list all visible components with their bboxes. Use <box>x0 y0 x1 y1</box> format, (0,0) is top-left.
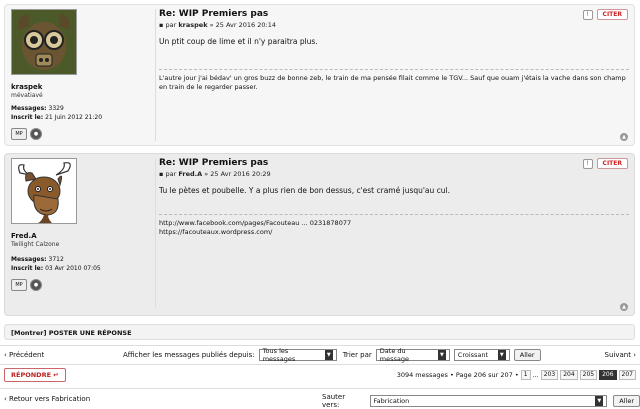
messages-label: Messages: <box>11 256 47 263</box>
post <box>4 4 635 146</box>
website-icon[interactable]: ● <box>30 128 42 140</box>
avatar[interactable] <box>11 9 77 75</box>
previous-topic-link[interactable]: ‹ Précédent <box>4 351 45 359</box>
messages-count[interactable]: 3712 <box>48 256 64 263</box>
user-joined <box>11 114 146 122</box>
joined-label: Inscrit le: <box>11 265 44 272</box>
user-rank: mévatiavé <box>11 92 43 99</box>
topic-filter-bar <box>0 345 640 365</box>
sort-controls <box>123 349 541 361</box>
chevron-down-icon: ▼ <box>326 352 331 358</box>
post-title[interactable]: Re: WIP Premiers pas <box>159 158 269 168</box>
signature-divider <box>159 69 629 70</box>
signature-link-facebook[interactable]: http://www.facebook.com/pages/Facouteau ... 0231878077 <box>159 219 352 227</box>
current-page: 206 <box>599 370 616 380</box>
back-to-forum-link[interactable]: ‹ Retour vers Fabrication <box>4 395 91 403</box>
user-contact-icons <box>11 128 146 140</box>
post-author-panel <box>11 158 146 291</box>
meta-prefix: par <box>165 21 177 29</box>
user-contact-icons <box>11 279 146 291</box>
post-author-panel <box>11 9 146 140</box>
meta-prefix: par <box>165 170 177 178</box>
post-author-link[interactable]: Fred.A <box>178 170 203 178</box>
post-date: » 25 Avr 2016 20:14 <box>209 21 276 29</box>
jump-go-button[interactable]: Aller <box>613 395 640 407</box>
next-topic-link[interactable]: Suivant › <box>604 351 636 359</box>
post-meta <box>159 21 629 29</box>
user-joined <box>11 265 146 273</box>
bottom-navigation <box>0 388 640 409</box>
page-link[interactable]: 207 <box>619 370 636 380</box>
reply-pagination-row <box>0 366 640 384</box>
avatar[interactable] <box>11 158 77 224</box>
signature-link-wordpress[interactable]: https://facouteaux.wordpress.com/ <box>159 228 273 236</box>
jump-to-forum <box>322 393 640 409</box>
page-ellipsis: ... <box>532 371 539 379</box>
post-icon: ▪ <box>159 21 164 29</box>
warning-icon[interactable]: ! <box>583 10 593 20</box>
sort-label: Trier par <box>342 351 372 359</box>
signature-divider <box>159 214 629 215</box>
page-link[interactable]: 1 <box>521 370 531 380</box>
quote-button[interactable]: CITER <box>597 9 628 20</box>
page-link[interactable]: 203 <box>541 370 558 380</box>
sort-select[interactable]: Date du message ▼ <box>376 349 450 361</box>
display-select[interactable]: Tous les messages ▼ <box>259 349 337 361</box>
post-meta <box>159 170 629 178</box>
divider <box>155 158 156 308</box>
username[interactable]: kraspek <box>11 83 43 91</box>
username[interactable]: Fred.A <box>11 232 37 240</box>
messages-label: Messages: <box>11 105 47 112</box>
user-rank: Twilight Calzone <box>11 241 60 248</box>
reply-button[interactable]: RÉPONDRE ↵ <box>4 368 66 382</box>
post-actions <box>583 9 628 20</box>
apply-filter-button[interactable]: Aller <box>514 349 541 361</box>
private-message-icon[interactable]: MP <box>11 128 27 140</box>
quick-reply-toggle[interactable]: [Montrer] POSTER UNE RÉPONSE <box>4 324 635 340</box>
private-message-icon[interactable]: MP <box>11 279 27 291</box>
back-to-top-icon[interactable]: ▲ <box>620 303 628 311</box>
page-link[interactable]: 204 <box>560 370 577 380</box>
warning-icon[interactable]: ! <box>583 159 593 169</box>
user-messages <box>11 256 146 264</box>
post-body: Tu le pètes et poubelle. Y a plus rien de bon dessus, c'est cramé jusqu'au cul. <box>159 186 451 195</box>
chevron-down-icon: ▼ <box>498 350 506 360</box>
post-signature: L'autre jour j'ai bédav' un gros buzz de bonne zeb, le train de ma pensée filait comme le TGV... Sauf que ouam j'étais la vache dans son champ en train de le regarder passer. <box>159 74 626 91</box>
display-label: Afficher les messages publiés depuis: <box>123 351 255 359</box>
post-date: » 25 Avr 2016 20:29 <box>204 170 271 178</box>
quote-button[interactable]: CITER <box>597 158 628 169</box>
messages-count[interactable]: 3329 <box>48 105 64 112</box>
joined-label: Inscrit le: <box>11 114 44 121</box>
page-link[interactable]: 205 <box>580 370 597 380</box>
post <box>4 153 635 316</box>
jump-label: Sauter vers: <box>322 393 346 409</box>
post-icon: ▪ <box>159 170 164 178</box>
pagination <box>397 370 636 380</box>
chevron-down-icon: ▼ <box>440 352 444 358</box>
post-body: Un ptit coup de lime et il n'y paraitra plus. <box>159 37 318 46</box>
order-select[interactable]: Croissant ▼ <box>454 349 510 361</box>
forum-select[interactable]: Fabrication ▼ <box>370 395 608 407</box>
website-icon[interactable]: ● <box>30 279 42 291</box>
post-content <box>159 9 629 92</box>
post-title[interactable]: Re: WIP Premiers pas <box>159 9 269 19</box>
post-actions <box>583 158 628 169</box>
pagination-summary: 3094 messages • Page 206 sur 207 • <box>396 371 519 379</box>
post-author-link[interactable]: kraspek <box>178 21 208 29</box>
joined-date: 03 Avr 2010 07:05 <box>45 265 101 272</box>
user-messages <box>11 105 146 113</box>
post-content <box>159 158 629 237</box>
chevron-down-icon: ▼ <box>595 396 603 406</box>
joined-date: 21 Juin 2012 21:20 <box>45 114 103 121</box>
divider <box>155 9 156 141</box>
back-to-top-icon[interactable]: ▲ <box>620 133 628 141</box>
